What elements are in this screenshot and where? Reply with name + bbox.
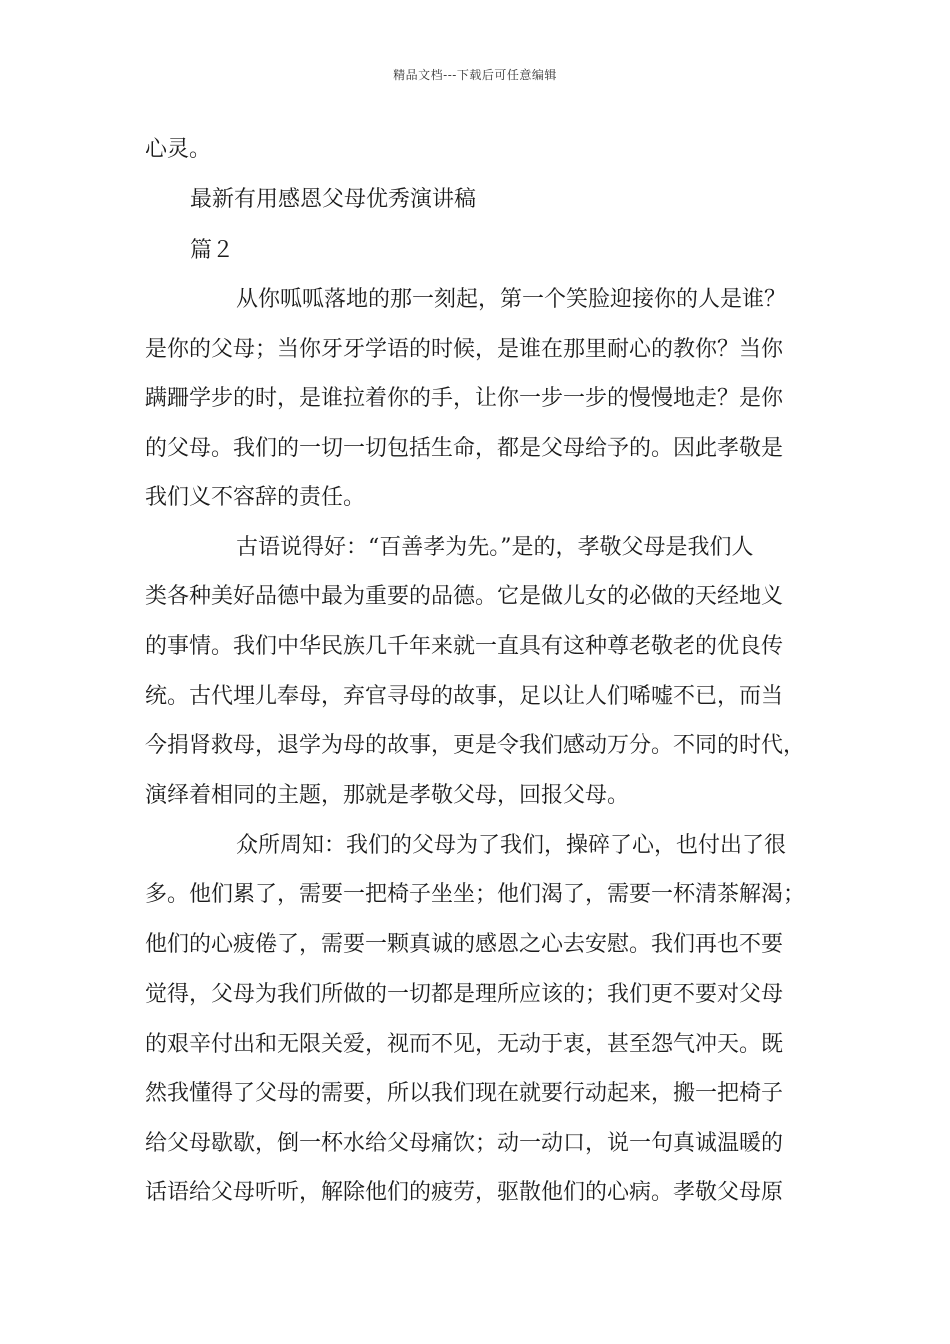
paragraph-2-line: 古语说得好：“百善孝为先。”是的，孝敬父母是我们人 [236, 535, 754, 560]
paragraph-1-line: 蹒跚学步的时，是谁拉着你的手，让你一步一步的慢慢地走？是你 [145, 386, 784, 411]
paragraph-1-line: 是你的父母；当你牙牙学语的时候，是谁在那里耐心的教你？当你 [145, 337, 784, 362]
text-line: 心灵。 [145, 137, 212, 162]
paragraph-1-line: 我们义不容辞的责任。 [145, 485, 366, 510]
paragraph-3-line: 然我懂得了父母的需要，所以我们现在就要行动起来，搬一把椅子 [145, 1081, 784, 1106]
section-title: 最新有用感恩父母优秀演讲稿 [190, 187, 477, 212]
paragraph-3-line: 觉得，父母为我们所做的一切都是理所应该的；我们更不要对父母 [145, 982, 784, 1007]
paragraph-3-line: 众所周知：我们的父母为了我们，操碎了心，也付出了很 [236, 833, 787, 858]
paragraph-2-line: 类各种美好品德中最为重要的品德。它是做儿女的必做的天经地义 [145, 584, 784, 609]
paragraph-2-line: 演绎着相同的主题，那就是孝敬父母，回报父母。 [145, 783, 630, 808]
page-header: 精品文档---下载后可任意编辑 [393, 68, 557, 82]
paragraph-2-line: 的事情。我们中华民族几千年来就一直具有这种尊老敬老的优良传 [145, 634, 784, 659]
paragraph-3-line: 给父母歇歇，倒一杯水给父母痛饮；动一动口，说一句真诚温暖的 [145, 1131, 784, 1156]
paragraph-1-line: 的父母。我们的一切一切包括生命，都是父母给予的。因此孝敬是 [145, 436, 784, 461]
paragraph-3-line: 的艰辛付出和无限关爱，视而不见，无动于衷，甚至怨气冲天。既 [145, 1032, 784, 1057]
paragraph-3-line: 多。他们累了，需要一把椅子坐坐；他们渴了，需要一杯清茶解渴； [145, 882, 806, 907]
paragraph-3-line: 他们的心疲倦了，需要一颗真诚的感恩之心去安慰。我们再也不要 [145, 932, 784, 957]
section-number: 篇２ [190, 238, 235, 263]
paragraph-3-line: 话语给父母听听，解除他们的疲劳，驱散他们的心病。孝敬父母原 [145, 1180, 784, 1205]
paragraph-2-line: 统。古代埋儿奉母，弃官寻母的故事，足以让人们唏嘘不已，而当 [145, 684, 784, 709]
paragraph-2-line: 今捐肾救母，退学为母的故事，更是令我们感动万分。不同的时代， [145, 733, 806, 758]
paragraph-1-line: 从你呱呱落地的那一刻起，第一个笑脸迎接你的人是谁？ [236, 287, 787, 312]
